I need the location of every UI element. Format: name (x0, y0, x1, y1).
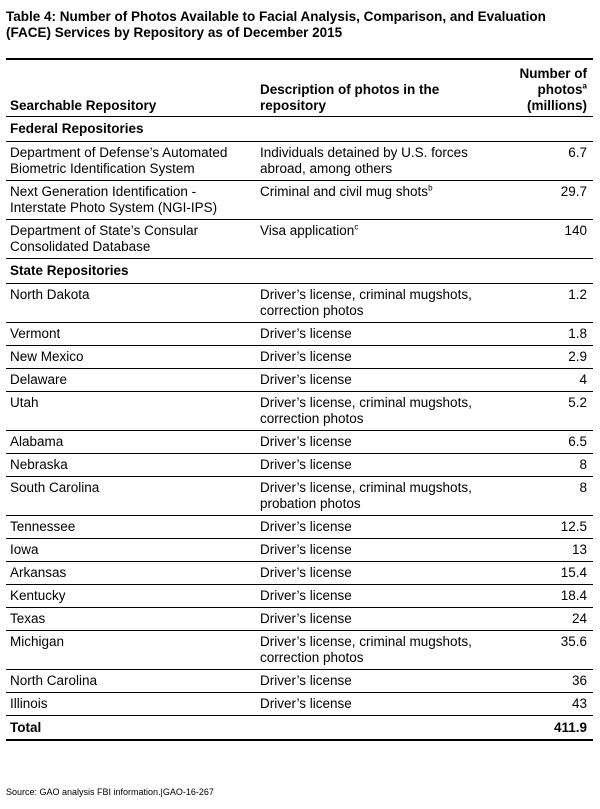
total-label: Total (6, 716, 256, 741)
table-row (6, 631, 593, 670)
header-units: (millions) (527, 98, 587, 113)
description-cell (256, 181, 506, 220)
photos-count-cell: 1.8 (506, 323, 593, 346)
repository-cell: Department of State’s Consular Consolidated Database (6, 220, 256, 259)
description-text: Driver’s license (260, 349, 352, 364)
photos-count-cell: 29.7 (506, 181, 593, 220)
repository-cell: Utah (6, 392, 256, 431)
repository-cell: Iowa (6, 539, 256, 562)
repository-cell: North Dakota (6, 284, 256, 323)
table-row (6, 477, 593, 516)
repository-cell: Kentucky (6, 585, 256, 608)
description-text: Driver’s license (260, 457, 352, 472)
repository-cell: Michigan (6, 631, 256, 670)
repository-cell: Alabama (6, 431, 256, 454)
description-cell (256, 516, 506, 539)
header-footnote-a: a (582, 81, 587, 91)
description-cell (256, 562, 506, 585)
description-text: Driver’s license, criminal mugshots, correction photos (260, 395, 472, 426)
header-description: Description of photos in the repository (256, 59, 506, 117)
header-repository: Searchable Repository (6, 59, 256, 117)
description-cell (256, 693, 506, 716)
description-text: Driver’s license (260, 372, 352, 387)
section-federal-label: Federal Repositories (6, 117, 593, 142)
table-row (6, 142, 593, 181)
photos-count-cell: 140 (506, 220, 593, 259)
photos-table (6, 58, 593, 741)
description-cell (256, 608, 506, 631)
description-text: Driver’s license, criminal mugshots, correction photos (260, 634, 472, 665)
table-title: Table 4: Number of Photos Available to Facial Analysis, Comparison, and Evaluation (FACE) Services by Repository as of December 2015 (6, 9, 546, 40)
table-row (6, 562, 593, 585)
photos-count-cell: 5.2 (506, 392, 593, 431)
description-text: Driver’s license (260, 588, 352, 603)
description-text: Driver’s license (260, 519, 352, 534)
repository-cell: Illinois (6, 693, 256, 716)
description-cell (256, 477, 506, 516)
photos-count-cell: 35.6 (506, 631, 593, 670)
description-cell (256, 346, 506, 369)
photos-count-cell: 15.4 (506, 562, 593, 585)
repository-cell: Delaware (6, 369, 256, 392)
photos-count-cell: 6.7 (506, 142, 593, 181)
table-row (6, 369, 593, 392)
total-value: 411.9 (506, 716, 593, 741)
photos-count-cell: 8 (506, 454, 593, 477)
description-text: Driver’s license (260, 696, 352, 711)
table-row (6, 608, 593, 631)
table-row (6, 585, 593, 608)
table-row (6, 539, 593, 562)
repository-cell: Next Generation Identification - Interstate Photo System (NGI-IPS) (6, 181, 256, 220)
description-cell (256, 431, 506, 454)
repository-cell: Department of Defense’s Automated Biometric Identification System (6, 142, 256, 181)
section-state-label: State Repositories (6, 259, 593, 284)
photos-count-cell: 18.4 (506, 585, 593, 608)
section-state (6, 259, 593, 284)
photos-count-cell: 24 (506, 608, 593, 631)
repository-cell: Tennessee (6, 516, 256, 539)
description-text: Individuals detained by U.S. forces abroad, among others (260, 145, 468, 176)
photos-count-cell: 2.9 (506, 346, 593, 369)
description-text: Driver’s license (260, 611, 352, 626)
footnote-marker: b (428, 183, 433, 193)
photos-count-cell: 8 (506, 477, 593, 516)
description-text: Visa application (260, 223, 355, 238)
description-text: Driver’s license (260, 326, 352, 341)
repository-cell: South Carolina (6, 477, 256, 516)
description-text: Driver’s license, criminal mugshots, correction photos (260, 287, 472, 318)
source-note: Source: GAO analysis FBI information.|GAO-16-267 (6, 787, 214, 797)
total-row (6, 716, 593, 741)
repository-cell: Arkansas (6, 562, 256, 585)
repository-cell: Vermont (6, 323, 256, 346)
description-text: Driver’s license (260, 542, 352, 557)
description-cell (256, 539, 506, 562)
description-text: Driver’s license (260, 434, 352, 449)
section-federal (6, 117, 593, 142)
description-text: Driver’s license (260, 565, 352, 580)
header-number-text: Number of photos (519, 66, 587, 97)
table-row (6, 454, 593, 477)
description-text: Driver’s license (260, 673, 352, 688)
description-text: Driver’s license, criminal mugshots, probation photos (260, 480, 472, 511)
table-row (6, 670, 593, 693)
table-row (6, 323, 593, 346)
repository-cell: New Mexico (6, 346, 256, 369)
description-cell (256, 284, 506, 323)
photos-count-cell: 13 (506, 539, 593, 562)
total-empty (256, 716, 506, 741)
description-cell (256, 670, 506, 693)
table-header-row (6, 59, 593, 117)
table-row (6, 392, 593, 431)
description-cell (256, 585, 506, 608)
description-cell (256, 392, 506, 431)
repository-cell: Nebraska (6, 454, 256, 477)
header-number-of-photos (506, 59, 593, 117)
repository-cell: Texas (6, 608, 256, 631)
description-cell (256, 142, 506, 181)
photos-count-cell: 4 (506, 369, 593, 392)
table-row (6, 284, 593, 323)
table-row (6, 431, 593, 454)
photos-count-cell: 43 (506, 693, 593, 716)
description-cell (256, 323, 506, 346)
photos-count-cell: 1.2 (506, 284, 593, 323)
repository-cell: North Carolina (6, 670, 256, 693)
table-row (6, 181, 593, 220)
description-cell (256, 369, 506, 392)
table-row (6, 346, 593, 369)
footnote-marker: c (354, 222, 359, 232)
photos-count-cell: 12.5 (506, 516, 593, 539)
photos-count-cell: 6.5 (506, 431, 593, 454)
description-text: Criminal and civil mug shots (260, 184, 429, 199)
table-row (6, 220, 593, 259)
table-row (6, 516, 593, 539)
description-cell (256, 631, 506, 670)
table-row (6, 693, 593, 716)
description-cell (256, 220, 506, 259)
photos-count-cell: 36 (506, 670, 593, 693)
description-cell (256, 454, 506, 477)
